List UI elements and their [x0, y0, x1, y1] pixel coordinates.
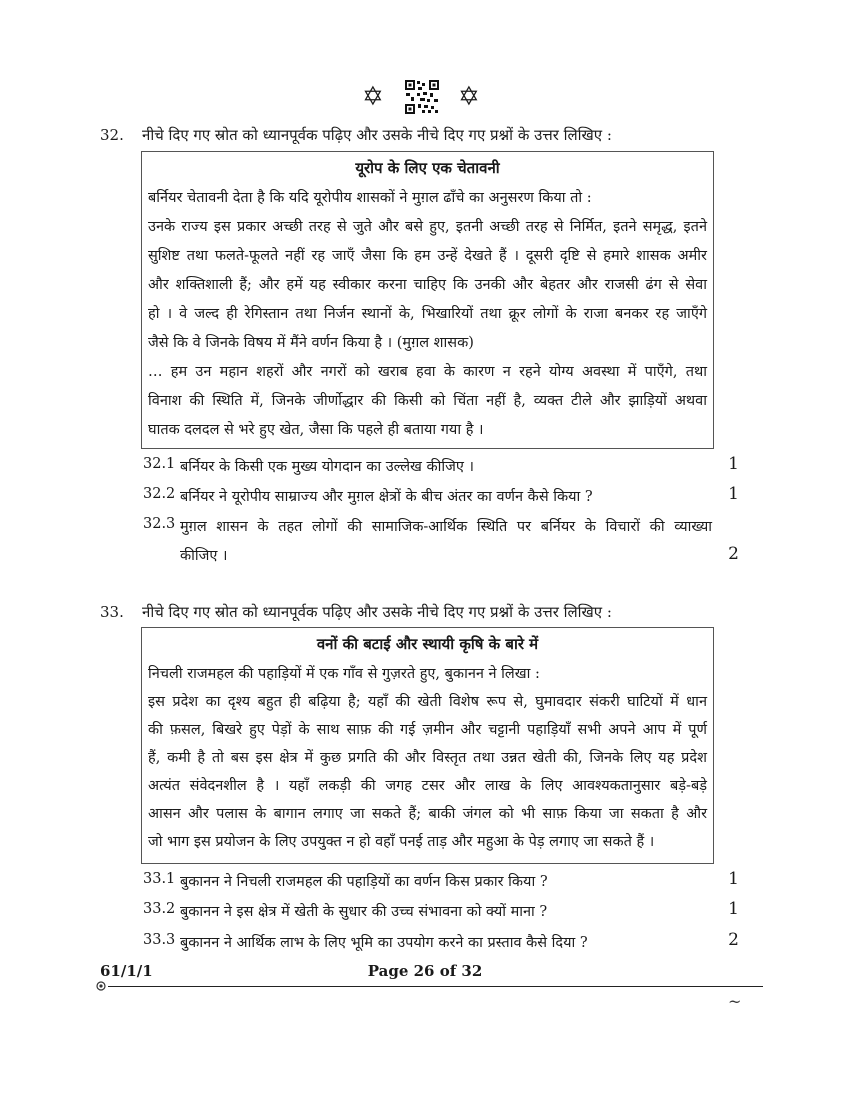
q32-3-text-continued: कीजिए ।: [180, 548, 228, 564]
q32-source-line: घातक दलदल से भरे हुए खेत, जैसा कि पहले ही बताया गया है ।: [148, 422, 484, 438]
corner-mark: ~: [728, 992, 742, 1011]
q32-number: 32.: [100, 126, 124, 144]
star-of-david-right-icon: ✡: [458, 82, 480, 112]
star-of-david-left-icon: ✡: [362, 82, 384, 112]
q32-1-marks: 1: [728, 454, 739, 474]
q32-source-line: विनाश की स्थिति में, जिनके जीर्णोद्धार की किसी को चिंता नहीं है, व्यक्त टीले और झाड़ियों अथवा: [148, 393, 707, 409]
q33-source-line: हैं, कमी है तो बस इस क्षेत्र में कुछ प्रगति की और विस्तृत तथा उन्नत खेती की, जिनके लिए यह प्रदेश: [148, 750, 707, 766]
q32-source-box: [141, 151, 714, 449]
q32-source-line: … हम उन महान शहरों और नगरों को खराब हवा के कारण न रहने योग्य अवस्था में पाएँगे, तथा: [148, 364, 707, 380]
q33-source-title: वनों की बटाई और स्थायी कृषि के बारे में: [316, 635, 539, 653]
q32-3-marks: 2: [728, 544, 739, 564]
q32-3-text: मुग़ल शासन के तहत लोगों की सामाजिक-आर्थिक स्थिति पर बर्नियर के विचारों की व्याख्या: [180, 519, 712, 535]
footer-ornament-icon: [96, 981, 106, 991]
q33-source-line: जो भाग इस प्रयोजन के लिए उपयुक्त न हो वहाँ पनई ताड़ और महुआ के पेड़ लगाए जा सकते हैं ।: [148, 834, 655, 850]
q33-number: 33.: [100, 603, 124, 621]
q32-source-line: उनके राज्य इस प्रकार अच्छी तरह से जुते और बसे हुए, इतनी अच्छी तरह से निर्मित, इतने समृद्ध, इतने: [148, 219, 707, 235]
q33-2-marks: 1: [728, 899, 739, 919]
q32-source-line: बर्नियर चेतावनी देता है कि यदि यूरोपीय शासकों ने मुग़ल ढाँचे का अनुसरण किया तो :: [148, 190, 592, 206]
q33-1-number: 33.1: [143, 871, 176, 887]
q32-1-text: बर्नियर के किसी एक मुख्य योगदान का उल्लेख कीजिए ।: [180, 459, 475, 475]
q33-2-number: 33.2: [143, 901, 176, 917]
q33-source-line: इस प्रदेश का दृश्य बहुत ही बढ़िया है; यहाँ की खेती विशेष रूप से, घुमावदार संकरी घाटियों में धान: [148, 694, 707, 710]
q32-source-line: जैसे कि वे जिनके विषय में मैंने वर्णन किया है । (मुग़ल शासक): [148, 335, 474, 351]
q33-source-line: की फ़सल, बिखरे हुए पेड़ों के साथ साफ़ की गई ज़मीन और चट्टानी पहाड़ियाँ सभी अपने आप में पूर्ण: [148, 722, 707, 738]
q32-2-text: बर्नियर ने यूरोपीय साम्राज्य और मुग़ल क्षेत्रों के बीच अंतर का वर्णन कैसे किया ?: [180, 489, 593, 505]
q32-3-number: 32.3: [143, 516, 176, 532]
q33-source-line: अत्यंत संवेदनशील है । यहाँ लकड़ी की जगह टसर और लाख के लिए आवश्यकतानुसार बड़े-बड़े: [148, 778, 707, 794]
q33-3-text: बुकानन ने आर्थिक लाभ के लिए भूमि का उपयोग करने का प्रस्ताव कैसे दिया ?: [180, 935, 588, 951]
q33-1-marks: 1: [728, 869, 739, 889]
qr-code-icon: [405, 80, 439, 114]
footer-rule: [108, 986, 763, 987]
paper-code: 61/1/1: [100, 962, 153, 980]
q33-stem: नीचे दिए गए स्रोत को ध्यानपूर्वक पढ़िए और उसके नीचे दिए गए प्रश्नों के उत्तर लिखिए :: [142, 603, 612, 621]
page-number: Page 26 of 32: [367, 962, 483, 980]
q32-2-number: 32.2: [143, 486, 176, 502]
q33-source-box: [141, 627, 714, 864]
q33-source-line: आसन और पलास के बागान लगाए जा सकते हैं; बाकी जंगल को भी साफ़ किया जा सकता है और: [148, 806, 707, 822]
q32-source-line: और शक्तिशाली हैं; और हमें यह स्वीकार करना चाहिए कि उनकी और बेहतर और राजसी ढंग से सेवा: [148, 277, 707, 293]
q32-1-number: 32.1: [143, 456, 176, 472]
q33-1-text: बुकानन ने निचली राजमहल की पहाड़ियों का वर्णन किस प्रकार किया ?: [180, 874, 548, 890]
q32-source-title: यूरोप के लिए एक चेतावनी: [355, 159, 500, 177]
q32-source-line: हो । वे जल्द ही रेगिस्तान तथा निर्जन स्थानों के, भिखारियों तथा क्रूर लोगों के राजा बनकर रह जाएँगे: [148, 306, 707, 322]
q33-3-number: 33.3: [143, 932, 176, 948]
q33-source-line: निचली राजमहल की पहाड़ियों में एक गाँव से गुज़रते हुए, बुकानन ने लिखा :: [148, 666, 540, 682]
q32-stem: नीचे दिए गए स्रोत को ध्यानपूर्वक पढ़िए और उसके नीचे दिए गए प्रश्नों के उत्तर लिखिए :: [142, 126, 612, 144]
q32-2-marks: 1: [728, 484, 739, 504]
q32-source-line: सुशिष्ट तथा फलते-फूलते नहीं रह जाएँ जैसा कि हम उन्हें देखते हैं । दूसरी दृष्टि से हमारे शासक अमीर: [148, 248, 707, 264]
q33-3-marks: 2: [728, 930, 739, 950]
q33-2-text: बुकानन ने इस क्षेत्र में खेती के सुधार की उच्च संभावना को क्यों माना ?: [180, 904, 548, 920]
